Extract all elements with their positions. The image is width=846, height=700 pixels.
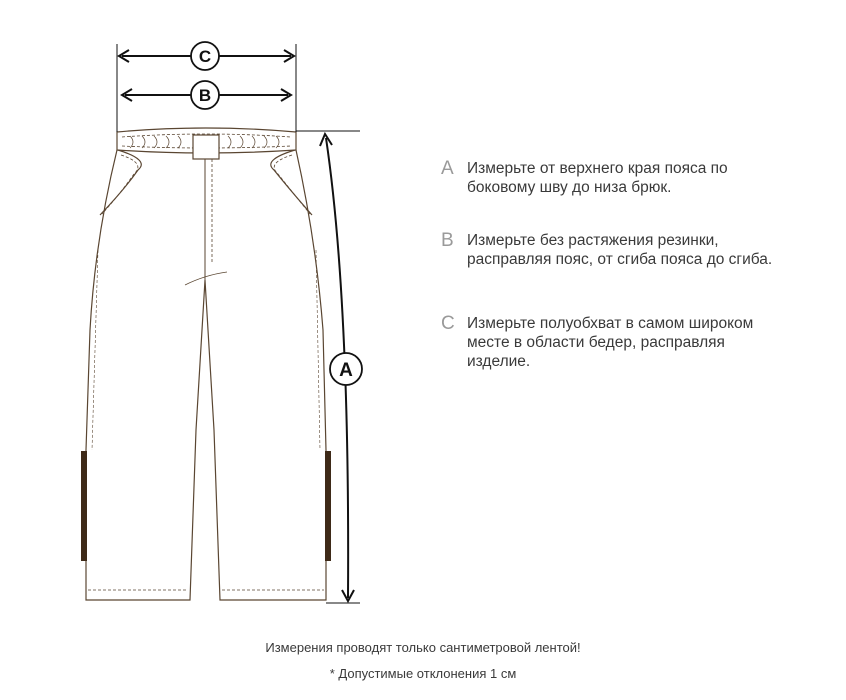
instruction-c-text: Измерьте полуобхват в самом широком месте в области бедер, расправляя изделие.	[467, 315, 754, 370]
right-pocket	[271, 150, 312, 215]
left-side-patch	[81, 451, 87, 561]
label-c: C	[198, 47, 212, 66]
instruction-c	[441, 314, 821, 371]
footer-note: Измерения проводят только сантиметровой лентой!	[265, 640, 581, 655]
pants-illustration	[86, 128, 326, 600]
instruction-a-letter: A	[441, 158, 454, 179]
label-b: B	[198, 86, 212, 105]
left-pocket	[100, 150, 141, 215]
label-a: A	[339, 360, 353, 381]
instruction-b	[441, 231, 821, 269]
instruction-a-text: Измерьте от верхнего края пояса по боковому шву до низа брюк.	[467, 160, 728, 196]
footer-tolerance: * Допустимые отклонения 1 см	[329, 666, 517, 681]
instruction-c-letter: C	[441, 313, 455, 334]
instruction-b-text: Измерьте без растяжения резинки, расправляя пояс, от сгиба пояса до сгиба.	[467, 232, 773, 268]
instruction-b-letter: B	[441, 230, 454, 251]
right-side-patch	[325, 451, 331, 561]
waist-tag	[193, 135, 219, 159]
left-leg-outline	[86, 150, 326, 600]
instruction-a	[441, 159, 821, 197]
